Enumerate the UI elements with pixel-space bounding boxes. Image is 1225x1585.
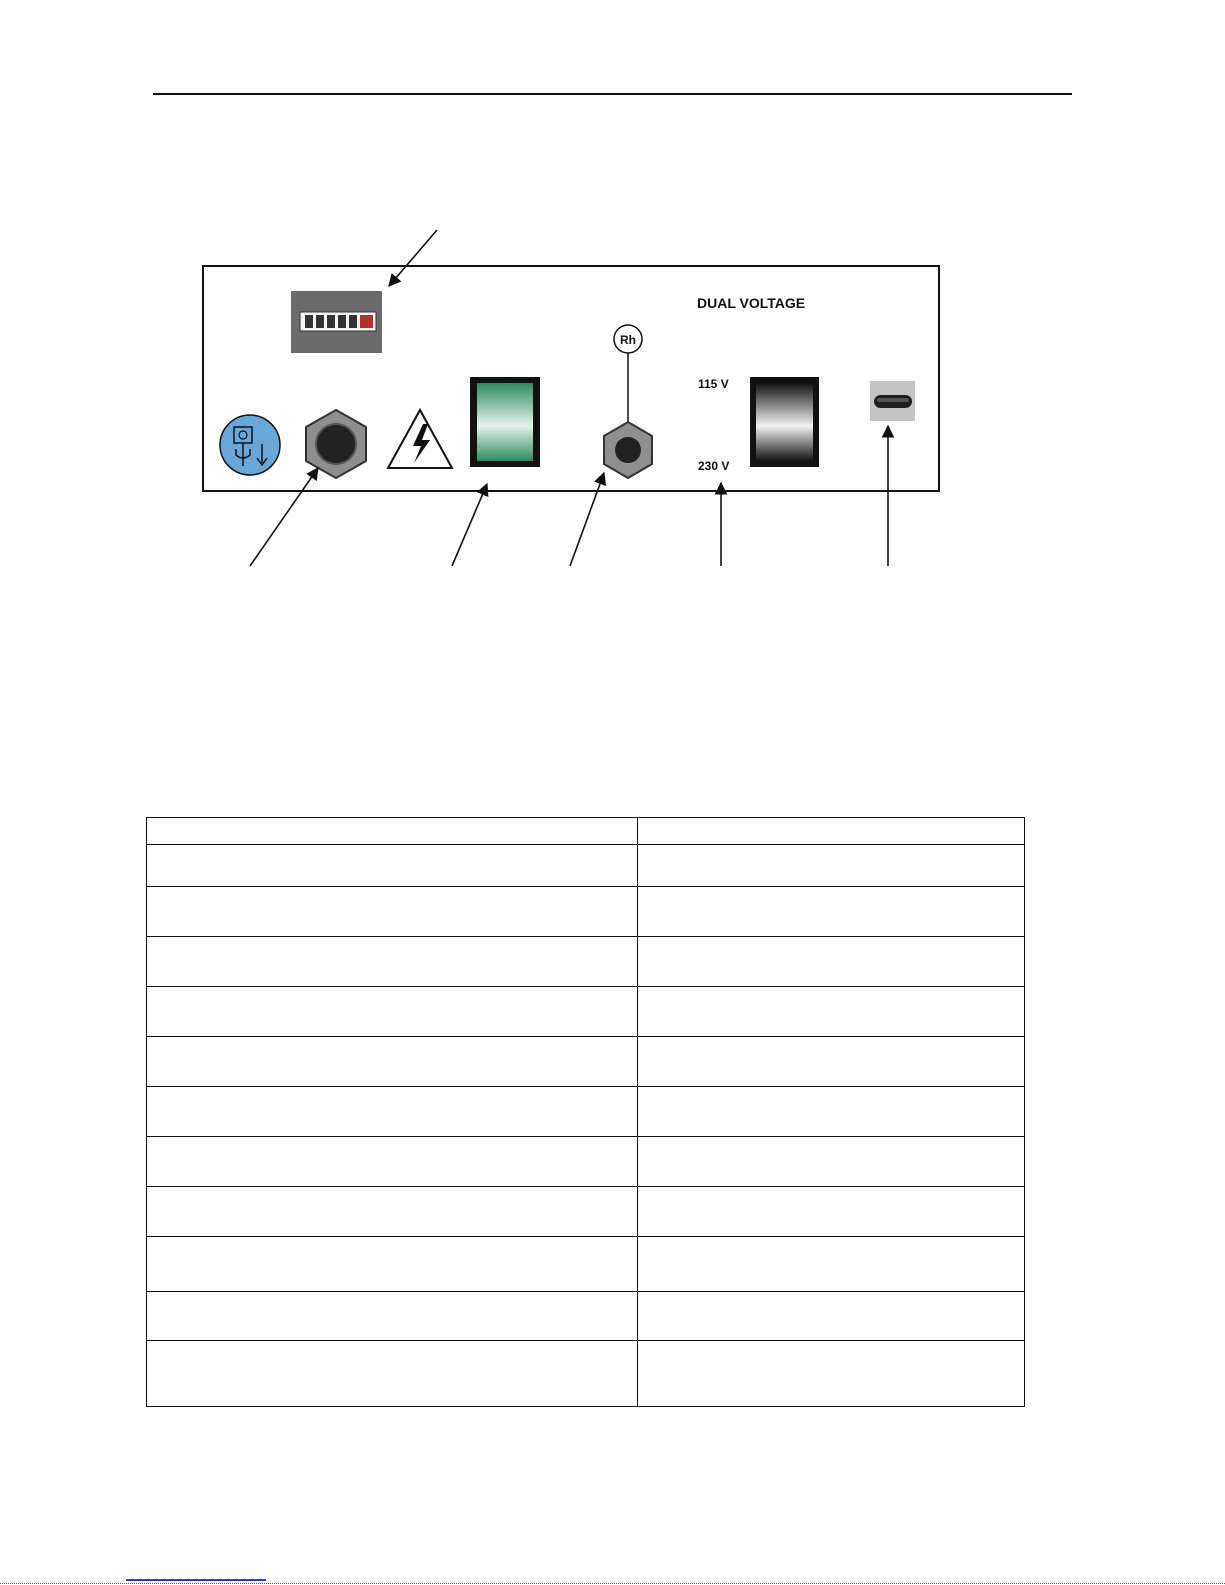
table-row — [147, 1341, 1025, 1407]
table-row — [147, 845, 1025, 887]
power-inlet-icon — [220, 415, 280, 475]
table-row — [147, 1037, 1025, 1087]
rh-label: Rh — [620, 333, 636, 347]
table-cell — [147, 1341, 638, 1407]
table-cell — [638, 937, 1025, 987]
hour-counter — [291, 291, 382, 353]
table-cell — [638, 887, 1025, 937]
table-cell — [638, 1237, 1025, 1292]
table-cell — [147, 937, 638, 987]
voltage-selector-switch[interactable] — [750, 377, 819, 467]
table-cell — [638, 1137, 1025, 1187]
voltage-115-label: 115 V — [698, 377, 729, 391]
table-cell — [147, 1187, 638, 1237]
fuse-holder — [870, 381, 915, 421]
table-cell — [147, 1037, 638, 1087]
table-row — [147, 1187, 1025, 1237]
table-row — [147, 937, 1025, 987]
table-cell — [147, 1087, 638, 1137]
dual-voltage-label: DUAL VOLTAGE — [697, 295, 806, 311]
table-row — [147, 887, 1025, 937]
table-cell — [638, 1292, 1025, 1341]
table-cell — [638, 1187, 1025, 1237]
table-cell — [147, 887, 638, 937]
table-cell — [147, 1292, 638, 1341]
table-cell — [638, 818, 1025, 845]
table-cell — [147, 1137, 638, 1187]
table-row — [147, 987, 1025, 1037]
table-cell — [638, 845, 1025, 887]
table-row — [147, 1087, 1025, 1137]
table-cell — [638, 1037, 1025, 1087]
table-cell — [638, 987, 1025, 1037]
footer-link-underline[interactable] — [126, 1579, 266, 1581]
table-cell — [147, 1237, 638, 1292]
component-table — [146, 817, 1025, 1407]
table-cell — [147, 818, 638, 845]
footer-divider — [0, 1583, 1225, 1584]
voltage-230-label: 230 V — [698, 459, 730, 473]
table-cell — [147, 845, 638, 887]
table-cell — [638, 1087, 1025, 1137]
table-row — [147, 1292, 1025, 1341]
table-row — [147, 1237, 1025, 1292]
table-cell — [638, 1341, 1025, 1407]
table-row — [147, 1137, 1025, 1187]
table-row — [147, 818, 1025, 845]
table-cell — [147, 987, 638, 1037]
arrow-main-switch — [452, 484, 487, 566]
main-power-switch[interactable] — [470, 377, 540, 467]
